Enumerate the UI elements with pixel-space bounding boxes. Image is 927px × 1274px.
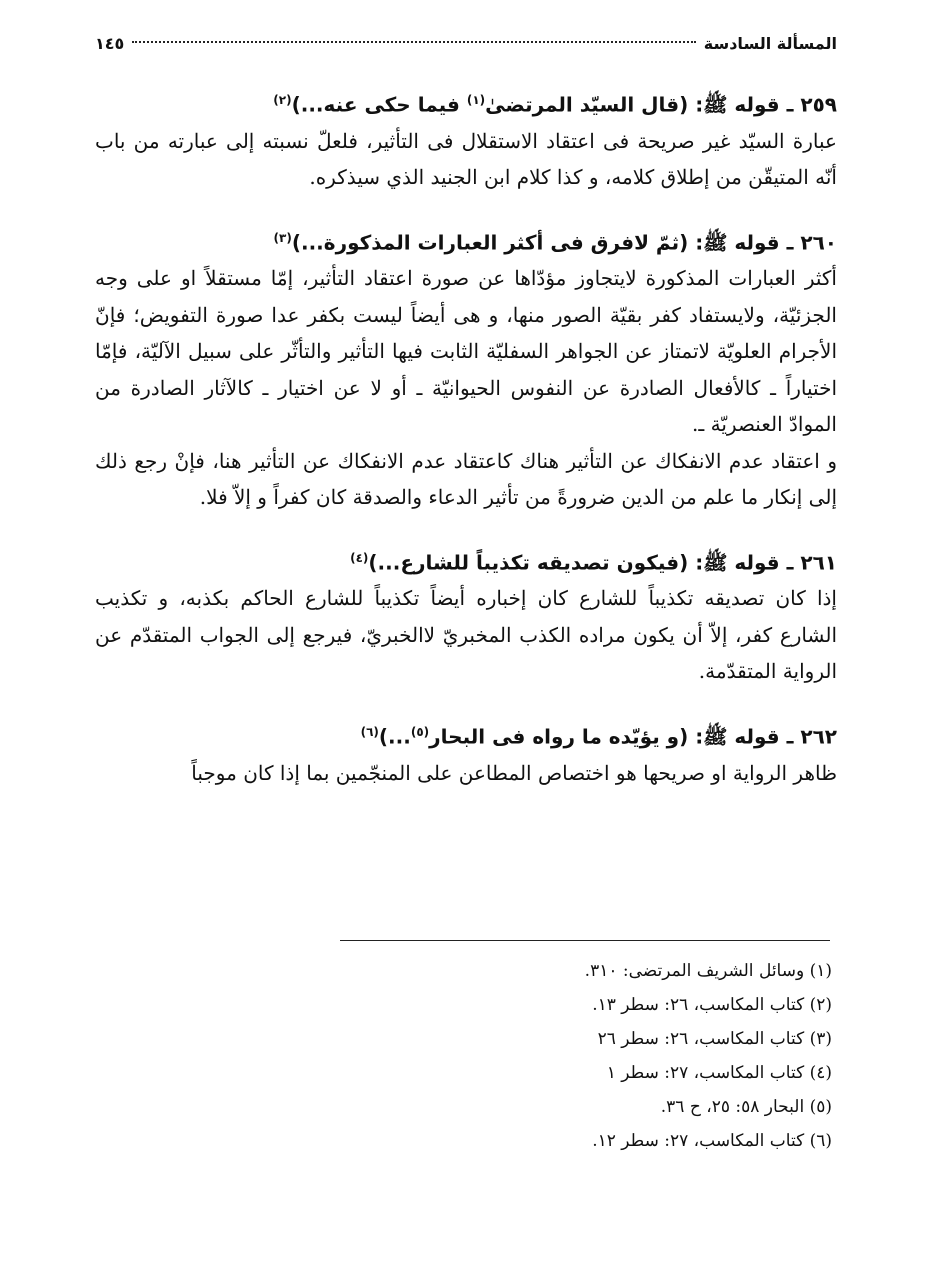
- section-262: [95, 714, 837, 791]
- paragraph: ظاهر الرواية او صريحها هو اختصاص المطاعن على المنجّمين بما إذا كان موجباً: [191, 760, 837, 785]
- section-heading: ٢٦٠ ـ قوله ﷺ: (ثمّ لافرق فى أكثر العبارات المذكورة...)$^{(٣)}$: [273, 230, 837, 255]
- footnote-marker: (٦): [360, 724, 379, 739]
- footnote-5: (٥) البحار ٥٨: ٢٥، ح ٣٦.: [660, 1097, 832, 1117]
- section-heading: ٢٦١ ـ قوله ﷺ: (فيكون تصديقه تكذيباً للشارع...)$^{(٤)}$: [350, 550, 837, 575]
- paragraph: عبارة السيّد غير صريحة فى اعتقاد الاستقلال فى التأثير، فلعلّ نسبته إلى عبارته من باب أنّه المتيقّن من إطلاق كلامه، و كذا كلام ابن الجنيد الذي سيذكره.: [95, 128, 837, 190]
- footnote-3: (٣) كتاب المكاسب، ٢٦: سطر ٢٦: [597, 1029, 832, 1049]
- section-heading: ٢٥٩ ـ قوله ﷺ: (قال السيّد المرتضىٰ$^{(١)}$ فيما حكى عنه...)$^{(٢)}$: [273, 92, 837, 117]
- footnote-marker: (١): [466, 93, 486, 107]
- footnote-6: (٦) كتاب المكاسب، ٢٧: سطر ١٢.: [592, 1131, 832, 1151]
- footnote-4: (٤) كتاب المكاسب، ٢٧: سطر ١: [606, 1063, 832, 1083]
- leader-dots: [132, 41, 695, 43]
- paragraph: أكثر العبارات المذكورة لايتجاوز مؤدّاها عن صورة اعتقاد التأثير، إمّا مستقلاً او على وجه الجزئيّة، ولايستفاد كفر بقيّة الصور منها، و هى أيضاً ليست بكفر عدا صورة التفويض؛ فإنّ الأجرام العلويّة لاتمتاز عن الجواهر السفليّة الثابت فيها التأثير والتأثّر على سبيل الآليّة، فإمّا اختياراً ـ كالأفعال الصادرة عن النفوس الحيوانيّة ـ أو لا عن اختيار ـ كالآثار الصادرة من الموادّ العنصريّة ـ.: [95, 266, 837, 437]
- running-head: [95, 30, 837, 58]
- footnote-marker: (٢): [273, 93, 292, 107]
- footnote-2: (٢) كتاب المكاسب، ٢٦: سطر ١٣.: [592, 995, 832, 1015]
- footnotes: [332, 954, 832, 1158]
- page-body: [95, 30, 837, 791]
- footnote-marker: (٥): [410, 724, 430, 739]
- paragraph: إذا كان تصديقه تكذيباً للشارع كان إخباره أيضاً تكذيباً للشارع الحاكم بكذبه، و تكذيب الشارع كفر، إلاّ أن يكون مراده الكذب المخبريّ لاالخبريّ، فيرجع إلى الجواب المتقدّم عن الرواية المتقدّمة.: [95, 586, 837, 684]
- paragraph: و اعتقاد عدم الانفكاك عن التأثير هناك كاعتقاد عدم الانفكاك عن التأثير هنا، فإنْ رجع ذلك إلى إنكار ما علم من الدين ضرورةً من تأثير الدعاء والصدقة كان كفراً و إلاّ فلا.: [95, 448, 837, 510]
- page-number: ١٤٥: [95, 34, 125, 53]
- footnote-separator: [340, 940, 830, 941]
- footnote-1: (١) وسائل الشريف المرتضى: ٣١٠.: [584, 961, 832, 981]
- footnote-marker: (٣): [273, 230, 292, 245]
- footnote-marker: (٤): [350, 550, 369, 565]
- section-259: [95, 82, 837, 196]
- section-heading: ٢٦٢ ـ قوله ﷺ: (و يؤيّده ما رواه فى البحار$^{(٥)}$...)$^{(٦)}$: [360, 724, 837, 749]
- chapter-title: المسألة السادسة: [703, 34, 837, 53]
- section-261: [95, 540, 837, 690]
- section-260: [95, 220, 837, 516]
